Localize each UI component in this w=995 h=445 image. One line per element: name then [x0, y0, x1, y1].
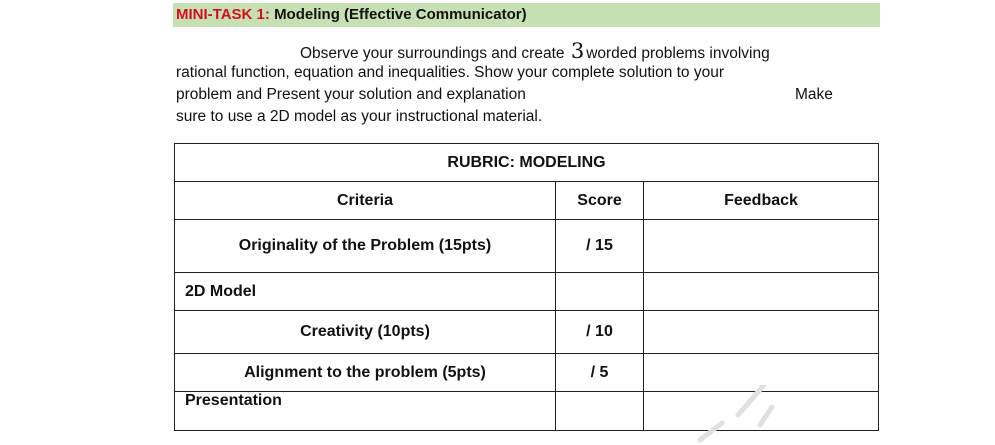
problem-count: 3: [570, 39, 585, 63]
score-cell: / 5: [556, 354, 644, 392]
criteria-cell: Presentation: [175, 392, 556, 431]
table-row: [175, 273, 879, 311]
table-row: [175, 354, 879, 392]
feedback-cell: [644, 354, 879, 392]
instruction-text-3: problem and Present your solution and explanation: [176, 86, 526, 103]
score-cell: / 10: [556, 311, 644, 354]
column-header-criteria: Criteria: [175, 182, 556, 220]
task-header: [173, 3, 880, 27]
column-header-feedback: Feedback: [644, 182, 879, 220]
instruction-text-3-right: Make: [795, 86, 833, 103]
instruction-line-2: rational function, equation and inequalities. Show your complete solution to your: [176, 64, 725, 81]
feedback-cell: [644, 273, 879, 311]
feedback-cell: [644, 311, 879, 354]
task-title: Modeling (Effective Communicator): [274, 6, 527, 23]
criteria-cell: Originality of the Problem (15pts): [175, 220, 556, 273]
criteria-cell: 2D Model: [175, 273, 556, 311]
instruction-text-1b: worded problems involving: [586, 45, 770, 62]
instruction-text-1a: Observe your surroundings and create: [300, 45, 565, 62]
instruction-line-1: [176, 40, 876, 62]
table-row: [175, 220, 879, 273]
rubric-title-row: [175, 144, 879, 182]
score-cell: [556, 273, 644, 311]
score-cell: / 15: [556, 220, 644, 273]
feedback-cell: [644, 392, 879, 431]
rubric-title: RUBRIC: MODELING: [175, 144, 879, 182]
rubric-header-row: [175, 182, 879, 220]
column-header-score: Score: [556, 182, 644, 220]
rubric-table: [174, 143, 879, 431]
score-cell: [556, 392, 644, 431]
criteria-cell: Alignment to the problem (5pts): [175, 354, 556, 392]
instructions: [176, 40, 876, 128]
table-row: [175, 392, 879, 431]
criteria-cell: Creativity (10pts): [175, 311, 556, 354]
instruction-line-3: [176, 84, 876, 106]
task-tag: MINI-TASK 1:: [176, 6, 270, 23]
feedback-cell: [644, 220, 879, 273]
table-row: [175, 311, 879, 354]
instruction-line-4: sure to use a 2D model as your instructional material.: [176, 108, 543, 125]
